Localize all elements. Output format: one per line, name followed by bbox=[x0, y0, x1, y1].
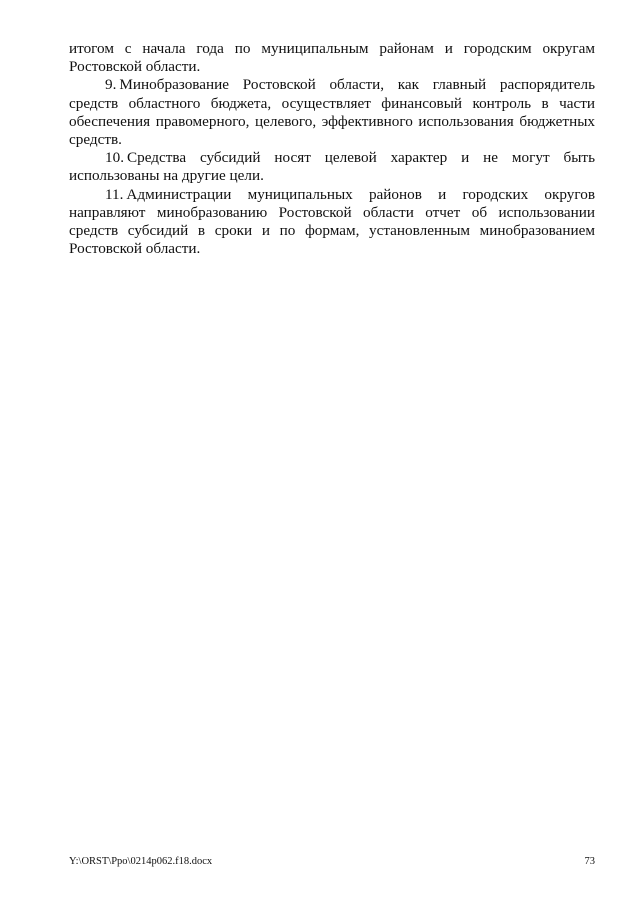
paragraph-text: Средства субсидий носят целевой характер и не могут быть использованы на другие цели. bbox=[69, 149, 595, 185]
paragraph-number: 9. bbox=[105, 76, 117, 94]
paragraph-text: итогом с начала года по муниципальным районам и городским округам Ростовской области. bbox=[69, 40, 595, 76]
paragraph-text: Минобразование Ростовской области, как главный распорядитель средств областного бюджета, осуществляет финансовый контроль в части обеспечения правомерного, целевого, эффективного использования бюджетных средств. bbox=[69, 76, 595, 149]
paragraph-11 bbox=[69, 186, 595, 259]
footer-page-number: 73 bbox=[584, 856, 595, 867]
paragraph-10 bbox=[69, 149, 595, 185]
paragraph-number: 10. bbox=[105, 149, 124, 167]
document-body bbox=[69, 40, 595, 258]
paragraph-9 bbox=[69, 76, 595, 149]
paragraph-text: Администрации муниципальных районов и городских округов направляют минобразованию Ростовской области отчет об использовании средств субсидий в сроки и по формам, установленным минобразованием Ростовской области. bbox=[69, 185, 595, 258]
paragraph-number: 11. bbox=[105, 185, 124, 203]
footer-file-path: Y:\ORST\Ppo\0214p062.f18.docx bbox=[69, 856, 213, 867]
paragraph-continuation bbox=[69, 40, 595, 76]
